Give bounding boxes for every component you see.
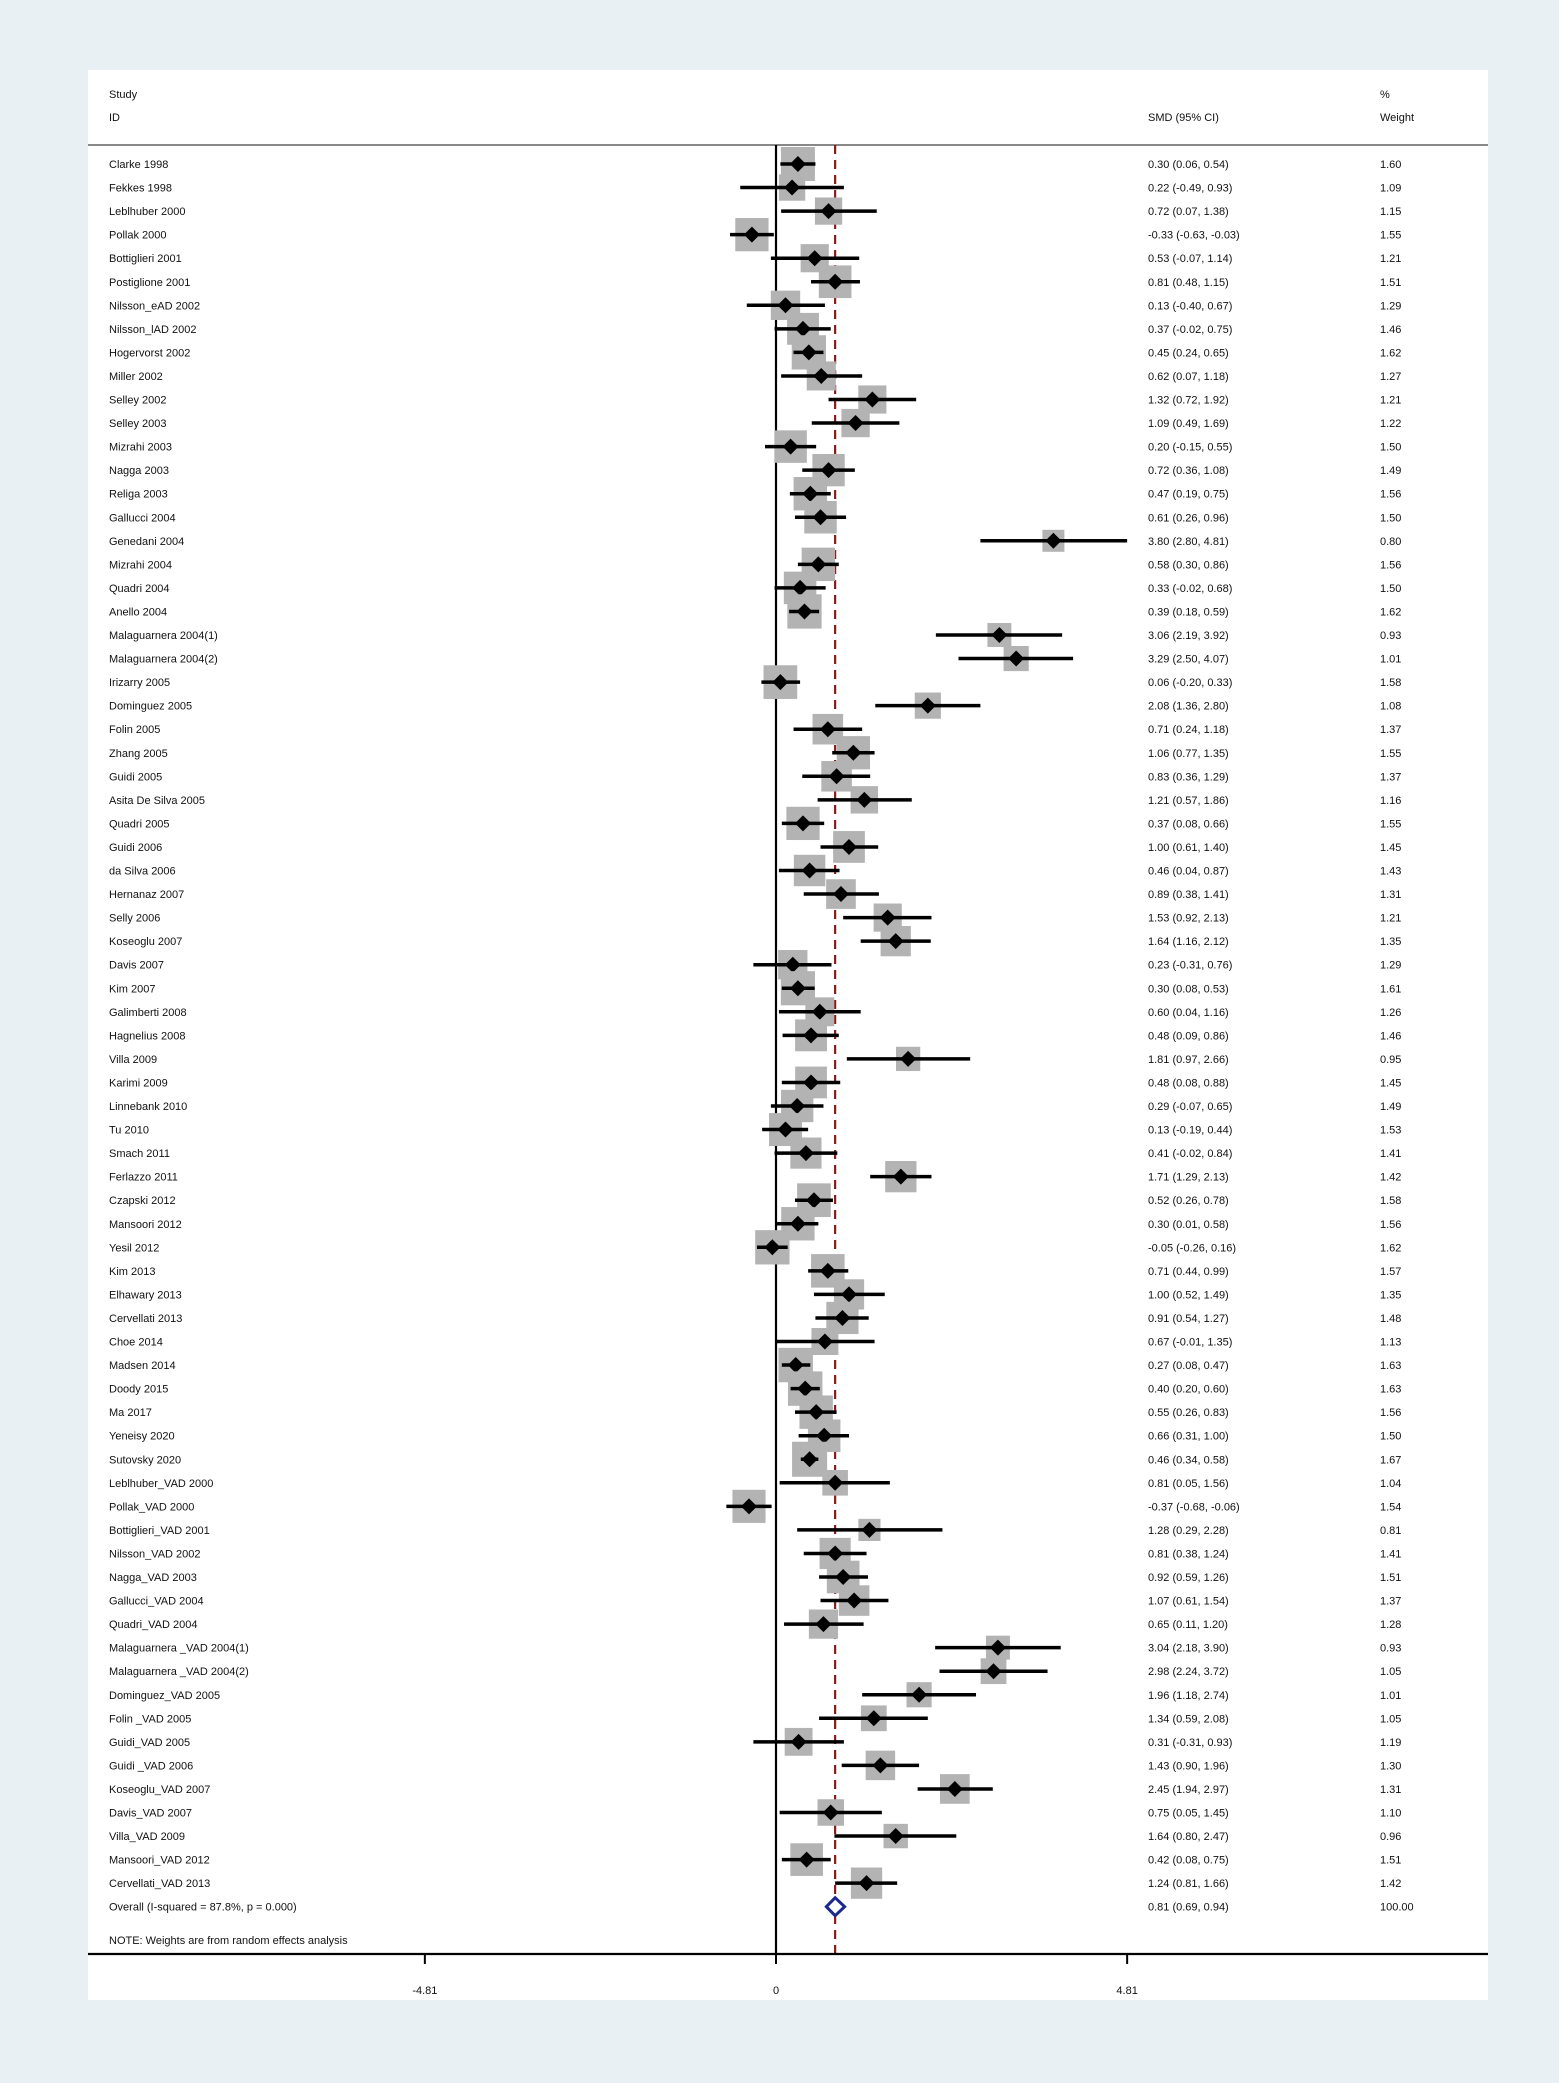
study-weight: 1.46 [1380, 1030, 1402, 1043]
study-weight: 0.96 [1380, 1831, 1402, 1844]
study-name: Malaguarnera 2004(2) [109, 653, 218, 666]
study-ci: 1.28 (0.29, 2.28) [1148, 1524, 1229, 1537]
study-name: Nilsson_eAD 2002 [109, 300, 201, 313]
study-ci: 0.22 (-0.49, 0.93) [1148, 182, 1233, 195]
study-name: Gallucci 2004 [109, 512, 176, 525]
study-ci: 1.00 (0.52, 1.49) [1148, 1289, 1229, 1302]
study-weight: 1.56 [1380, 559, 1402, 572]
study-name: Czapski 2012 [109, 1195, 176, 1208]
study-name: Dominguez_VAD 2005 [109, 1689, 221, 1702]
study-ci: 1.71 (1.29, 2.13) [1148, 1171, 1229, 1184]
study-name: Linnebank 2010 [109, 1101, 188, 1113]
study-name: Kim 2013 [109, 1265, 156, 1278]
study-weight: 1.15 [1380, 206, 1402, 219]
study-ci: 0.60 (0.04, 1.16) [1148, 1006, 1229, 1019]
study-name: Galimberti 2008 [109, 1006, 187, 1019]
study-weight: 1.41 [1380, 1548, 1402, 1561]
study-name: Malaguarnera _VAD 2004(2) [109, 1666, 249, 1679]
study-weight: 1.58 [1380, 1195, 1402, 1208]
study-weight: 1.21 [1380, 394, 1402, 407]
study-weight: 1.58 [1380, 677, 1402, 690]
study-weight: 1.49 [1380, 465, 1402, 478]
study-weight: 1.42 [1380, 1878, 1402, 1891]
study-weight: 1.51 [1380, 1854, 1402, 1867]
study-weight: 1.31 [1380, 889, 1402, 902]
study-weight: 1.09 [1380, 182, 1402, 195]
study-name: Clarke 1998 [109, 159, 169, 171]
overall-label: Overall (I-squared = 87.8%, p = 0.000) [109, 1901, 297, 1914]
study-name: Selley 2003 [109, 418, 167, 431]
study-weight: 1.41 [1380, 1148, 1402, 1161]
study-ci: 0.46 (0.04, 0.87) [1148, 865, 1229, 878]
study-name: Nilsson_VAD 2002 [109, 1548, 201, 1561]
study-name: Koseoglu_VAD 2007 [109, 1783, 211, 1796]
study-ci: 1.34 (0.59, 2.08) [1148, 1713, 1229, 1726]
study-ci: -0.33 (-0.63, -0.03) [1148, 229, 1240, 242]
study-weight: 1.13 [1380, 1336, 1402, 1349]
study-name: Gallucci_VAD 2004 [109, 1595, 204, 1608]
study-ci: 3.80 (2.80, 4.81) [1148, 535, 1229, 548]
study-weight: 1.01 [1380, 653, 1402, 666]
study-ci: 0.46 (0.34, 0.58) [1148, 1454, 1229, 1467]
study-name: Davis_VAD 2007 [109, 1807, 192, 1820]
study-weight: 1.19 [1380, 1736, 1402, 1749]
header-weight-percent: % [1380, 89, 1390, 101]
study-name: Ferlazzo 2011 [109, 1171, 178, 1184]
study-name: Quadri 2005 [109, 818, 170, 831]
study-name: Folin 2005 [109, 724, 161, 737]
study-name: Koseoglu 2007 [109, 936, 183, 949]
study-name: Cervellati 2013 [109, 1312, 183, 1325]
x-tick-label: -4.81 [412, 1985, 438, 1997]
study-weight: 1.45 [1380, 1077, 1402, 1090]
header-effect-label: SMD (95% CI) [1148, 112, 1219, 124]
study-name: Bottiglieri 2001 [109, 253, 182, 266]
study-name: Sutovsky 2020 [109, 1454, 182, 1467]
study-ci: 0.33 (-0.02, 0.68) [1148, 582, 1233, 595]
study-name: Ma 2017 [109, 1407, 152, 1420]
study-ci: 1.43 (0.90, 1.96) [1148, 1760, 1229, 1773]
study-name: Mansoori 2012 [109, 1218, 182, 1231]
study-name: Smach 2011 [109, 1148, 170, 1161]
study-ci: 0.71 (0.24, 1.18) [1148, 724, 1229, 737]
study-weight: 1.50 [1380, 441, 1402, 454]
study-ci: 1.21 (0.57, 1.86) [1148, 794, 1229, 807]
study-weight: 1.31 [1380, 1783, 1402, 1796]
study-name: Hagnelius 2008 [109, 1030, 186, 1043]
study-name: Irizarry 2005 [109, 677, 171, 690]
study-name: Quadri_VAD 2004 [109, 1619, 198, 1632]
study-ci: 0.39 (0.18, 0.59) [1148, 606, 1229, 619]
study-ci: 0.48 (0.09, 0.86) [1148, 1030, 1229, 1043]
study-ci: 0.20 (-0.15, 0.55) [1148, 441, 1233, 454]
study-ci: 1.96 (1.18, 2.74) [1148, 1689, 1229, 1702]
study-weight: 1.55 [1380, 229, 1402, 242]
study-name: Guidi_VAD 2005 [109, 1736, 191, 1749]
study-ci: 0.23 (-0.31, 0.76) [1148, 959, 1233, 972]
study-ci: 0.30 (0.06, 0.54) [1148, 159, 1229, 171]
study-weight: 0.95 [1380, 1053, 1402, 1066]
study-name: Selly 2006 [109, 912, 161, 925]
study-weight: 1.53 [1380, 1124, 1402, 1137]
study-name: Yesil 2012 [109, 1242, 160, 1255]
study-ci: 2.98 (2.24, 3.72) [1148, 1666, 1229, 1679]
study-name: Davis 2007 [109, 959, 165, 972]
study-name: Leblhuber_VAD 2000 [109, 1477, 214, 1490]
study-weight: 1.26 [1380, 1006, 1402, 1019]
study-ci: 0.75 (0.05, 1.45) [1148, 1807, 1229, 1820]
study-weight: 0.80 [1380, 535, 1402, 548]
study-ci: 0.58 (0.30, 0.86) [1148, 559, 1229, 572]
study-name: Yeneisy 2020 [109, 1430, 175, 1443]
study-weight: 1.04 [1380, 1477, 1402, 1490]
study-name: Folin _VAD 2005 [109, 1713, 192, 1726]
study-name: Malaguarnera _VAD 2004(1) [109, 1642, 249, 1655]
study-name: Dominguez 2005 [109, 700, 193, 713]
study-ci: 0.55 (0.26, 0.83) [1148, 1407, 1229, 1420]
study-ci: 0.66 (0.31, 1.00) [1148, 1430, 1229, 1443]
study-weight: 1.56 [1380, 1407, 1402, 1420]
study-weight: 1.50 [1380, 1430, 1402, 1443]
study-ci: -0.37 (-0.68, -0.06) [1148, 1501, 1240, 1514]
study-ci: 1.06 (0.77, 1.35) [1148, 747, 1229, 760]
study-weight: 1.37 [1380, 771, 1402, 784]
study-ci: 0.92 (0.59, 1.26) [1148, 1572, 1229, 1584]
study-weight: 1.45 [1380, 841, 1402, 854]
study-name: Postiglione 2001 [109, 276, 191, 289]
study-name: Villa 2009 [109, 1053, 158, 1066]
study-name: Miller 2002 [109, 370, 163, 383]
header-weight: Weight [1380, 112, 1415, 124]
study-ci: 0.40 (0.20, 0.60) [1148, 1383, 1229, 1396]
study-weight: 1.27 [1380, 370, 1402, 383]
study-ci: 3.06 (2.19, 3.92) [1148, 630, 1229, 642]
study-ci: 0.53 (-0.07, 1.14) [1148, 253, 1233, 266]
study-name: Madsen 2014 [109, 1360, 176, 1373]
study-name: Villa_VAD 2009 [109, 1831, 186, 1844]
study-weight: 1.01 [1380, 1689, 1402, 1702]
header-id: ID [109, 112, 120, 124]
study-ci: 1.00 (0.61, 1.40) [1148, 841, 1229, 854]
study-ci: 1.53 (0.92, 2.13) [1148, 912, 1229, 925]
study-ci: 0.41 (-0.02, 0.84) [1148, 1148, 1233, 1161]
study-ci: 0.13 (-0.19, 0.44) [1148, 1124, 1233, 1137]
study-weight: 1.55 [1380, 747, 1402, 760]
study-weight: 1.29 [1380, 300, 1402, 313]
study-name: Bottiglieri_VAD 2001 [109, 1524, 210, 1537]
study-name: Hogervorst 2002 [109, 347, 191, 360]
study-weight: 1.35 [1380, 936, 1402, 949]
study-ci: 0.81 (0.48, 1.15) [1148, 276, 1229, 289]
study-ci: 0.81 (0.05, 1.56) [1148, 1477, 1229, 1490]
study-ci: 0.83 (0.36, 1.29) [1148, 771, 1229, 784]
study-ci: 1.32 (0.72, 1.92) [1148, 394, 1229, 407]
study-weight: 1.29 [1380, 959, 1402, 972]
study-ci: 2.45 (1.94, 2.97) [1148, 1783, 1229, 1796]
study-name: Karimi 2009 [109, 1077, 168, 1090]
study-weight: 1.49 [1380, 1101, 1402, 1113]
overall-weight: 100.00 [1380, 1901, 1414, 1914]
study-weight: 1.21 [1380, 912, 1402, 925]
study-name: Mizrahi 2003 [109, 441, 172, 454]
study-weight: 1.54 [1380, 1501, 1402, 1514]
study-name: Selley 2002 [109, 394, 167, 407]
study-weight: 1.61 [1380, 983, 1402, 996]
study-weight: 1.50 [1380, 512, 1402, 525]
study-ci: -0.05 (-0.26, 0.16) [1148, 1242, 1237, 1255]
study-weight: 1.63 [1380, 1360, 1402, 1373]
study-name: Nagga_VAD 2003 [109, 1572, 197, 1584]
overall-diamond [826, 1898, 844, 1916]
study-name: Zhang 2005 [109, 747, 168, 760]
header-study: Study [109, 89, 138, 101]
study-weight: 1.16 [1380, 794, 1402, 807]
study-ci: 0.27 (0.08, 0.47) [1148, 1360, 1229, 1373]
study-ci: 0.65 (0.11, 1.20) [1148, 1619, 1228, 1632]
study-ci: 0.29 (-0.07, 0.65) [1148, 1101, 1233, 1113]
study-ci: 0.48 (0.08, 0.88) [1148, 1077, 1229, 1090]
study-weight: 1.63 [1380, 1383, 1402, 1396]
study-name: Elhawary 2013 [109, 1289, 182, 1302]
study-ci: 0.37 (-0.02, 0.75) [1148, 323, 1233, 336]
study-ci: 1.64 (0.80, 2.47) [1148, 1831, 1229, 1844]
study-name: Malaguarnera 2004(1) [109, 630, 218, 642]
study-weight: 1.55 [1380, 818, 1402, 831]
study-ci: 0.47 (0.19, 0.75) [1148, 488, 1229, 501]
study-weight: 1.43 [1380, 865, 1402, 878]
study-weight: 1.30 [1380, 1760, 1402, 1773]
study-name: da Silva 2006 [109, 865, 176, 878]
study-name: Tu 2010 [109, 1124, 149, 1137]
study-ci: 0.71 (0.44, 0.99) [1148, 1265, 1229, 1278]
study-name: Anello 2004 [109, 606, 168, 619]
study-ci: 0.30 (0.01, 0.58) [1148, 1218, 1229, 1231]
study-weight: 1.37 [1380, 724, 1402, 737]
overall-ci: 0.81 (0.69, 0.94) [1148, 1901, 1229, 1914]
study-weight: 1.05 [1380, 1666, 1402, 1679]
study-weight: 1.51 [1380, 276, 1402, 289]
study-ci: 0.45 (0.24, 0.65) [1148, 347, 1229, 360]
study-ci: 0.30 (0.08, 0.53) [1148, 983, 1229, 996]
study-ci: 0.06 (-0.20, 0.33) [1148, 677, 1233, 690]
study-weight: 1.62 [1380, 606, 1402, 619]
study-ci: 0.91 (0.54, 1.27) [1148, 1312, 1229, 1325]
study-ci: 0.72 (0.36, 1.08) [1148, 465, 1229, 478]
study-name: Doody 2015 [109, 1383, 169, 1396]
study-name: Asita De Silva 2005 [109, 794, 205, 807]
study-name: Cervellati_VAD 2013 [109, 1878, 211, 1891]
study-weight: 1.35 [1380, 1289, 1402, 1302]
study-ci: 1.09 (0.49, 1.69) [1148, 418, 1229, 431]
study-weight: 1.37 [1380, 1595, 1402, 1608]
study-name: Mizrahi 2004 [109, 559, 172, 572]
study-name: Guidi 2006 [109, 841, 163, 854]
x-tick-label: 4.81 [1116, 1985, 1138, 1997]
study-weight: 1.10 [1380, 1807, 1402, 1820]
study-ci: 0.61 (0.26, 0.96) [1148, 512, 1229, 525]
study-weight: 1.67 [1380, 1454, 1402, 1467]
study-name: Guidi 2005 [109, 771, 163, 784]
study-name: Genedani 2004 [109, 535, 185, 548]
study-name: Kim 2007 [109, 983, 156, 996]
study-ci: 0.31 (-0.31, 0.93) [1148, 1736, 1233, 1749]
study-weight: 1.57 [1380, 1265, 1402, 1278]
study-weight: 1.50 [1380, 582, 1402, 595]
study-ci: 0.89 (0.38, 1.41) [1148, 889, 1229, 902]
study-weight: 1.46 [1380, 323, 1402, 336]
study-weight: 1.05 [1380, 1713, 1402, 1726]
study-ci: 1.81 (0.97, 2.66) [1148, 1053, 1229, 1066]
study-weight: 1.56 [1380, 1218, 1402, 1231]
study-ci: 0.67 (-0.01, 1.35) [1148, 1336, 1233, 1349]
study-ci: 1.07 (0.61, 1.54) [1148, 1595, 1229, 1608]
study-name: Choe 2014 [109, 1336, 163, 1349]
study-weight: 0.93 [1380, 630, 1402, 642]
study-weight: 0.81 [1380, 1524, 1402, 1537]
study-ci: 2.08 (1.36, 2.80) [1148, 700, 1229, 713]
study-name: Fekkes 1998 [109, 182, 172, 195]
study-ci: 1.64 (1.16, 2.12) [1148, 936, 1229, 949]
study-ci: 0.42 (0.08, 0.75) [1148, 1854, 1229, 1867]
study-weight: 1.51 [1380, 1572, 1402, 1584]
study-name: Mansoori_VAD 2012 [109, 1854, 210, 1867]
study-weight: 1.62 [1380, 347, 1402, 360]
study-weight: 1.22 [1380, 418, 1402, 431]
study-name: Religa 2003 [109, 488, 168, 501]
study-weight: 1.42 [1380, 1171, 1402, 1184]
study-name: Pollak_VAD 2000 [109, 1501, 195, 1514]
study-ci: 0.62 (0.07, 1.18) [1148, 370, 1229, 383]
study-name: Leblhuber 2000 [109, 206, 186, 219]
study-weight: 0.93 [1380, 1642, 1402, 1655]
study-ci: 0.13 (-0.40, 0.67) [1148, 300, 1233, 313]
study-weight: 1.62 [1380, 1242, 1402, 1255]
study-ci: 3.04 (2.18, 3.90) [1148, 1642, 1229, 1655]
study-weight: 1.48 [1380, 1312, 1402, 1325]
study-weight: 1.56 [1380, 488, 1402, 501]
study-weight: 1.28 [1380, 1619, 1402, 1632]
study-name: Guidi _VAD 2006 [109, 1760, 194, 1773]
study-weight: 1.60 [1380, 159, 1402, 171]
x-tick-label: 0 [772, 1985, 780, 1997]
note-text: NOTE: Weights are from random effects analysis [109, 1935, 348, 1947]
study-ci: 0.81 (0.38, 1.24) [1148, 1548, 1229, 1561]
study-ci: 0.52 (0.26, 0.78) [1148, 1195, 1229, 1208]
study-ci: 1.24 (0.81, 1.66) [1148, 1878, 1229, 1891]
study-ci: 0.37 (0.08, 0.66) [1148, 818, 1229, 831]
study-name: Nilsson_lAD 2002 [109, 323, 197, 336]
study-name: Quadri 2004 [109, 582, 170, 595]
study-weight: 1.21 [1380, 253, 1402, 266]
study-name: Nagga 2003 [109, 465, 169, 478]
study-ci: 3.29 (2.50, 4.07) [1148, 653, 1229, 666]
study-weight: 1.08 [1380, 700, 1402, 713]
study-ci: 0.72 (0.07, 1.38) [1148, 206, 1229, 219]
study-name: Hernanaz 2007 [109, 889, 185, 902]
study-name: Pollak 2000 [109, 229, 167, 242]
